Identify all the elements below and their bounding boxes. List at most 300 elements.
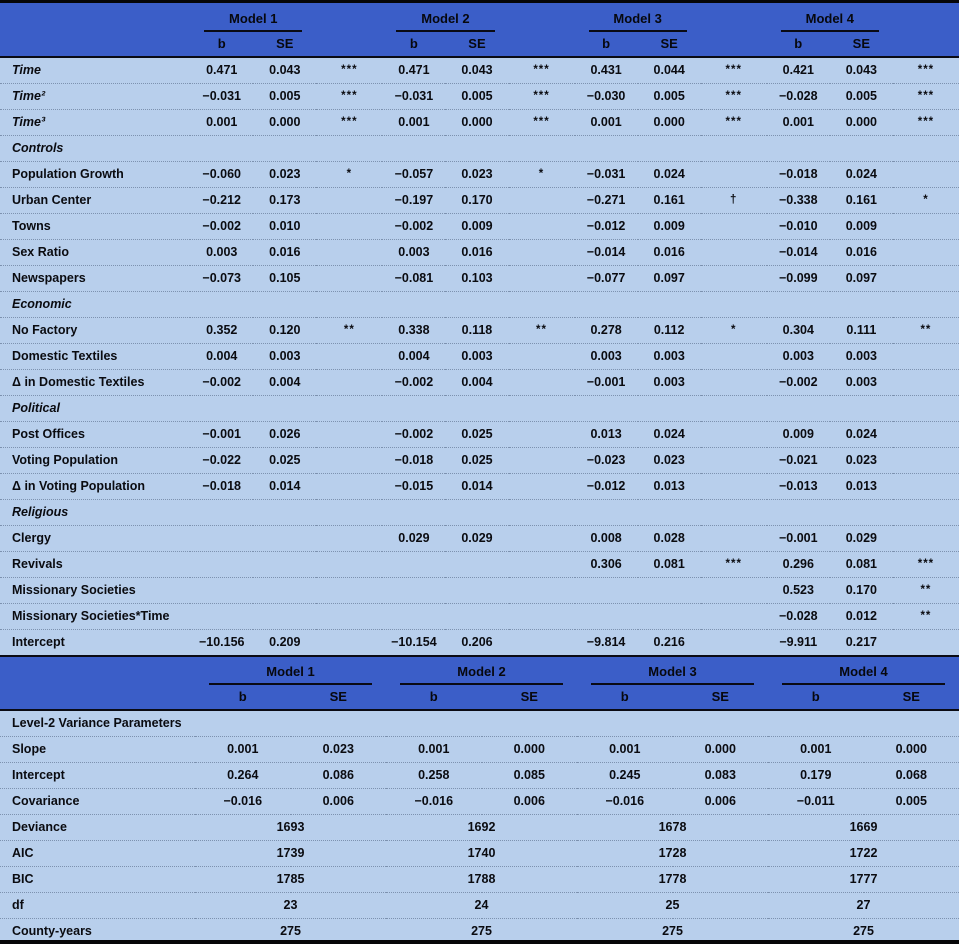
sig-cell: ** [893, 603, 959, 629]
coef-cell: −0.010 [767, 213, 830, 239]
sig-cell [701, 343, 767, 369]
sig-cell [701, 525, 767, 551]
stat-value-cell: 1728 [577, 840, 768, 866]
coef-cell: 0.471 [206, 63, 238, 78]
se-cell [253, 525, 316, 551]
coef-cell: 0.013 [575, 421, 638, 447]
sig-cell [893, 265, 959, 291]
coef-cell: −0.057 [382, 161, 445, 187]
coef-cell: −0.011 [768, 788, 864, 814]
row-label: Time [12, 63, 41, 78]
se-cell: 0.013 [830, 473, 893, 499]
sig-cell [509, 525, 575, 551]
se-cell: 0.097 [830, 265, 893, 291]
se-cell: 0.170 [830, 577, 893, 603]
row-label: Time² [0, 83, 190, 109]
sig-cell [316, 577, 382, 603]
se-cell: 0.086 [291, 762, 387, 788]
coef-cell: −0.001 [575, 369, 638, 395]
coef-cell: −0.002 [382, 421, 445, 447]
se-cell [253, 577, 316, 603]
table-row [0, 525, 959, 551]
model-header-label: Model 1 [204, 10, 302, 32]
row-label: Voting Population [0, 447, 190, 473]
table-row [0, 762, 959, 788]
coef-cell: 0.245 [577, 762, 673, 788]
model-header [386, 656, 577, 685]
se-cell: 0.025 [445, 447, 508, 473]
row-label: Δ in Domestic Textiles [0, 369, 190, 395]
se-cell: 0.043 [461, 63, 493, 78]
se-cell: 0.014 [253, 473, 316, 499]
coef-cell: −0.031 [575, 161, 638, 187]
sig-spacer [316, 32, 382, 57]
se-cell: 0.173 [253, 187, 316, 213]
coef-cell: 0.001 [386, 736, 482, 762]
stat-value-cell: 1692 [386, 814, 577, 840]
coef-cell: −0.060 [190, 161, 253, 187]
coef-cell: −0.002 [382, 369, 445, 395]
row-label: Domestic Textiles [0, 343, 190, 369]
se-cell: 0.006 [673, 788, 769, 814]
sig-cell [893, 473, 959, 499]
sig-cell [316, 447, 382, 473]
se-cell: 0.085 [482, 762, 578, 788]
se-cell: 0.081 [638, 551, 701, 577]
se-cell: 0.120 [253, 317, 316, 343]
sig-cell: ** [893, 317, 959, 343]
se-cell: 0.111 [830, 317, 893, 343]
subheader-b: b [190, 32, 253, 57]
coef-cell: −0.015 [382, 473, 445, 499]
coef-cell [190, 525, 253, 551]
sig-cell [316, 239, 382, 265]
sig-cell: † [701, 187, 767, 213]
subheader-b: b [195, 685, 291, 710]
coef-cell: −0.014 [575, 239, 638, 265]
sig-spacer [701, 32, 767, 57]
subheader-b: b [577, 685, 673, 710]
coef-cell: −0.031 [190, 83, 253, 109]
sig-cell [701, 603, 767, 629]
table-row [0, 187, 959, 213]
se-cell: 0.016 [253, 239, 316, 265]
coef-cell: −0.338 [767, 187, 830, 213]
coef-cell [575, 603, 638, 629]
subheader-se: SE [830, 32, 893, 57]
se-cell: 0.009 [638, 213, 701, 239]
sig-cell [893, 343, 959, 369]
se-cell: 0.024 [830, 421, 893, 447]
sig-cell: * [701, 317, 767, 343]
sig-spacer [893, 32, 959, 57]
sig-cell [509, 239, 575, 265]
coef-cell: 0.258 [386, 762, 482, 788]
stat-value-cell: 1740 [386, 840, 577, 866]
se-cell: 0.005 [864, 788, 959, 814]
stat-value-cell: 1778 [577, 866, 768, 892]
row-label: Missionary Societies*Time [0, 603, 190, 629]
corner-cell [0, 685, 195, 710]
stat-value-cell: 1739 [195, 840, 386, 866]
se-cell: 0.004 [445, 369, 508, 395]
table-row [0, 109, 959, 135]
model-header-label: Model 2 [396, 10, 494, 32]
row-label: Post Offices [0, 421, 190, 447]
sig-cell: *** [341, 64, 358, 77]
coef-cell: 0.009 [767, 421, 830, 447]
corner-cell [0, 32, 190, 57]
stat-value-cell: 1669 [768, 814, 959, 840]
coef-cell: 0.001 [768, 736, 864, 762]
coef-cell: −0.028 [767, 83, 830, 109]
sig-spacer [316, 3, 382, 32]
se-cell: 0.209 [253, 629, 316, 655]
sig-cell: * [893, 187, 959, 213]
row-label: AIC [0, 840, 195, 866]
se-cell: 0.003 [638, 343, 701, 369]
coef-cell: −0.002 [190, 369, 253, 395]
coef-cell: 0.004 [382, 343, 445, 369]
coef-cell: 0.001 [577, 736, 673, 762]
sig-cell: *** [893, 551, 959, 577]
row-label: Sex Ratio [0, 239, 190, 265]
stat-value-cell: 23 [195, 892, 386, 918]
coef-cell: −0.012 [575, 213, 638, 239]
coef-cell: −0.018 [382, 447, 445, 473]
coef-cell: 0.179 [768, 762, 864, 788]
se-cell: 0.005 [445, 83, 508, 109]
coef-cell [575, 577, 638, 603]
se-cell: 0.024 [638, 161, 701, 187]
coef-cell: 0.001 [575, 109, 638, 135]
se-cell: 0.161 [830, 187, 893, 213]
sig-cell [893, 525, 959, 551]
se-cell: 0.000 [253, 109, 316, 135]
sig-cell [701, 369, 767, 395]
se-cell: 0.003 [830, 343, 893, 369]
sig-cell [893, 239, 959, 265]
se-cell: 0.029 [445, 525, 508, 551]
se-cell: 0.004 [253, 369, 316, 395]
se-cell: 0.028 [638, 525, 701, 551]
sig-cell [316, 187, 382, 213]
coef-cell: −0.016 [195, 788, 291, 814]
row-label: Towns [0, 213, 190, 239]
coef-cell [382, 603, 445, 629]
sig-cell: *** [893, 83, 959, 109]
table-row [0, 317, 959, 343]
table-row [0, 473, 959, 499]
se-cell: 0.025 [445, 421, 508, 447]
sig-spacer [701, 3, 767, 32]
se-cell: 0.024 [830, 161, 893, 187]
coef-cell: −0.001 [190, 421, 253, 447]
sig-cell [316, 629, 382, 655]
se-cell: 0.161 [638, 187, 701, 213]
coef-cell: −10.154 [382, 629, 445, 655]
coef-cell: −0.002 [767, 369, 830, 395]
sig-cell: *** [701, 551, 767, 577]
se-cell: 0.043 [269, 63, 301, 78]
coef-cell: −0.081 [382, 265, 445, 291]
coef-cell: 0.004 [190, 343, 253, 369]
coef-cell: 0.008 [575, 525, 638, 551]
table-row [0, 603, 959, 629]
corner-cell [0, 3, 190, 32]
row-label: Slope [0, 736, 195, 762]
subheader-se: SE [673, 685, 769, 710]
se-cell: 0.014 [445, 473, 508, 499]
sig-cell [701, 239, 767, 265]
section-label: Political [0, 395, 959, 421]
sig-cell [509, 551, 575, 577]
stat-value-cell: 1722 [768, 840, 959, 866]
coef-cell: −0.023 [575, 447, 638, 473]
se-cell: 0.003 [830, 369, 893, 395]
sig-cell: *** [917, 64, 935, 77]
se-cell: 0.206 [445, 629, 508, 655]
coef-cell: −9.814 [575, 629, 638, 655]
sig-cell: *** [509, 109, 575, 135]
sig-cell [316, 421, 382, 447]
table-row [0, 840, 959, 866]
stat-value-cell: 275 [195, 918, 386, 944]
coef-cell: −0.212 [190, 187, 253, 213]
coef-cell: 0.001 [190, 109, 253, 135]
sig-cell [893, 421, 959, 447]
se-cell: 0.023 [291, 736, 387, 762]
table-row [0, 788, 959, 814]
se-cell: 0.016 [638, 239, 701, 265]
subheader-se: SE [445, 32, 508, 57]
coef-cell: 0.001 [195, 736, 291, 762]
se-cell: 0.000 [673, 736, 769, 762]
se-cell: 0.083 [673, 762, 769, 788]
coef-cell: −0.031 [382, 83, 445, 109]
stat-value-cell: 275 [768, 918, 959, 944]
sig-cell [701, 473, 767, 499]
se-cell: 0.170 [445, 187, 508, 213]
sig-cell [316, 369, 382, 395]
se-cell: 0.118 [445, 317, 508, 343]
row-label: Covariance [0, 788, 195, 814]
sig-cell [316, 213, 382, 239]
se-cell: 0.013 [638, 473, 701, 499]
sig-cell [701, 447, 767, 473]
table-row [0, 135, 959, 161]
sig-spacer [509, 3, 575, 32]
table-row [0, 343, 959, 369]
row-label: Revivals [0, 551, 190, 577]
row-label: Missionary Societies [0, 577, 190, 603]
sig-cell [701, 421, 767, 447]
coef-cell: 0.003 [382, 239, 445, 265]
coef-cell: −0.073 [190, 265, 253, 291]
se-cell: 0.068 [864, 762, 959, 788]
table-row [0, 395, 959, 421]
se-cell: 0.006 [482, 788, 578, 814]
coef-cell: −0.077 [575, 265, 638, 291]
coef-cell [190, 603, 253, 629]
sig-cell [316, 525, 382, 551]
sig-cell: * [509, 161, 575, 187]
coef-cell: 0.296 [767, 551, 830, 577]
sig-cell: *** [893, 109, 959, 135]
sig-cell [893, 447, 959, 473]
row-label: Newspapers [0, 265, 190, 291]
sig-cell: *** [701, 83, 767, 109]
se-cell: 0.043 [845, 63, 877, 78]
model-header-label: Model 2 [400, 663, 563, 685]
coef-cell: 0.421 [782, 63, 814, 78]
coef-cell: −0.030 [575, 83, 638, 109]
coef-cell: −0.001 [767, 525, 830, 551]
coef-cell: −0.028 [767, 603, 830, 629]
row-label: County-years [0, 918, 195, 944]
coef-cell: −0.016 [386, 788, 482, 814]
row-label: Δ in Voting Population [0, 473, 190, 499]
model-header [195, 656, 386, 685]
subheader-b: b [382, 32, 445, 57]
coef-cell: 0.029 [382, 525, 445, 551]
se-cell: 0.217 [830, 629, 893, 655]
se-cell: 0.009 [445, 213, 508, 239]
se-cell [445, 577, 508, 603]
sig-cell [701, 161, 767, 187]
row-label: df [0, 892, 195, 918]
sig-cell [509, 577, 575, 603]
se-cell: 0.005 [253, 83, 316, 109]
subheader-se: SE [864, 685, 959, 710]
table-row [0, 814, 959, 840]
sig-cell [893, 629, 959, 655]
se-cell: 0.000 [445, 109, 508, 135]
se-cell: 0.023 [253, 161, 316, 187]
se-cell: 0.081 [830, 551, 893, 577]
row-label: Intercept [0, 762, 195, 788]
sig-spacer [893, 3, 959, 32]
coef-cell [190, 551, 253, 577]
coef-cell: 0.338 [382, 317, 445, 343]
sig-cell [509, 265, 575, 291]
se-cell: 0.003 [638, 369, 701, 395]
sig-cell: ** [316, 317, 382, 343]
coef-cell: 0.278 [575, 317, 638, 343]
sig-cell [701, 213, 767, 239]
coef-cell [382, 577, 445, 603]
se-cell: 0.000 [482, 736, 578, 762]
coef-cell: 0.523 [767, 577, 830, 603]
coef-cell: −0.197 [382, 187, 445, 213]
stat-value-cell: 1678 [577, 814, 768, 840]
sig-cell [701, 577, 767, 603]
sig-cell [316, 551, 382, 577]
row-label: Population Growth [0, 161, 190, 187]
coef-cell: −0.002 [382, 213, 445, 239]
se-cell: 0.000 [864, 736, 959, 762]
coef-cell [190, 577, 253, 603]
sig-cell [316, 265, 382, 291]
variance-table [0, 655, 959, 944]
row-label: Deviance [0, 814, 195, 840]
se-cell: 0.023 [830, 447, 893, 473]
model-header [382, 3, 508, 32]
sig-cell [316, 343, 382, 369]
model-header-label: Model 4 [782, 663, 945, 685]
sig-cell: ** [893, 577, 959, 603]
se-cell: 0.097 [638, 265, 701, 291]
coef-cell [382, 551, 445, 577]
coef-cell: −0.099 [767, 265, 830, 291]
se-cell: 0.010 [253, 213, 316, 239]
coef-cell: −0.022 [190, 447, 253, 473]
stat-value-cell: 27 [768, 892, 959, 918]
coef-cell: 0.264 [195, 762, 291, 788]
sig-cell [509, 343, 575, 369]
stat-value-cell: 1693 [195, 814, 386, 840]
stat-value-cell: 275 [577, 918, 768, 944]
sig-cell [509, 421, 575, 447]
table-row [0, 265, 959, 291]
sig-cell [509, 603, 575, 629]
table-row [0, 629, 959, 655]
table-row [0, 577, 959, 603]
coef-cell: 0.471 [398, 63, 430, 78]
model-header [190, 3, 316, 32]
sig-cell [316, 603, 382, 629]
table-row [0, 161, 959, 187]
se-cell [445, 551, 508, 577]
coef-cell: 0.001 [767, 109, 830, 135]
se-cell: 0.044 [653, 63, 685, 78]
sig-cell: ** [509, 317, 575, 343]
sig-cell: *** [533, 64, 550, 77]
subheader-b: b [386, 685, 482, 710]
stat-value-cell: 1785 [195, 866, 386, 892]
sig-cell [701, 629, 767, 655]
subheader-b: b [768, 685, 864, 710]
model-header-label: Model 3 [591, 663, 754, 685]
se-cell: 0.024 [638, 421, 701, 447]
se-cell: 0.026 [253, 421, 316, 447]
model-header [767, 3, 893, 32]
coef-cell: 0.003 [190, 239, 253, 265]
sig-cell [509, 187, 575, 213]
coef-cell: −0.016 [577, 788, 673, 814]
subheader-se: SE [638, 32, 701, 57]
coef-cell: 0.352 [190, 317, 253, 343]
sig-cell [509, 629, 575, 655]
table-row [0, 499, 959, 525]
sig-cell [509, 473, 575, 499]
sig-cell [893, 213, 959, 239]
sig-cell: *** [701, 109, 767, 135]
se-cell: 0.012 [830, 603, 893, 629]
row-label: Urban Center [0, 187, 190, 213]
se-cell: 0.016 [445, 239, 508, 265]
subheader-b: b [767, 32, 830, 57]
sig-cell [316, 473, 382, 499]
table-row [0, 736, 959, 762]
sig-cell [893, 369, 959, 395]
se-cell: 0.003 [445, 343, 508, 369]
se-cell: 0.023 [638, 447, 701, 473]
se-cell: 0.216 [638, 629, 701, 655]
section-label: Controls [0, 135, 959, 161]
coef-cell: −0.018 [767, 161, 830, 187]
sig-cell: *** [509, 83, 575, 109]
